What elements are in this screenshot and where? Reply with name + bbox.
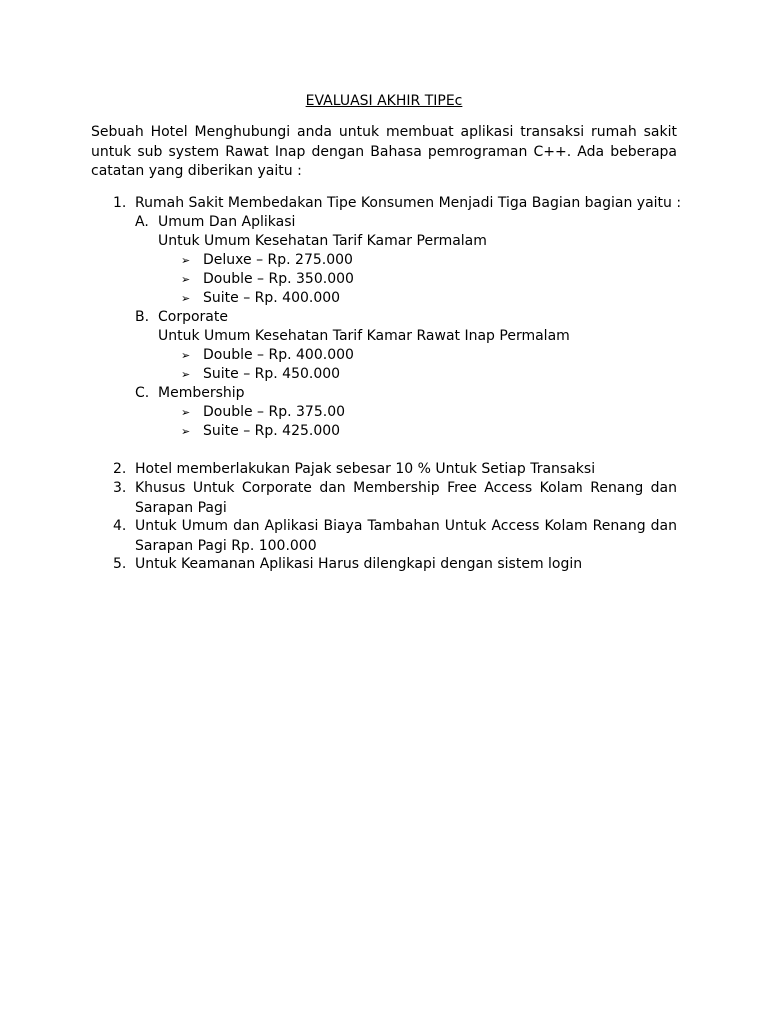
arrow-bullet-icon: ➢ <box>181 273 191 286</box>
list-item-text: Untuk Keamanan Aplikasi Harus dilengkapi dengan sistem login <box>135 556 583 572</box>
group-description: Untuk Umum Kesehatan Tarif Kamar Permalam <box>158 233 487 249</box>
bullet-text: Suite – Rp. 450.000 <box>203 366 341 382</box>
arrow-bullet-icon: ➢ <box>181 406 191 419</box>
list-number: 2. <box>113 461 127 477</box>
arrow-bullet-icon: ➢ <box>181 349 191 362</box>
price-bullet <box>181 251 353 270</box>
group-label: Membership <box>158 385 245 401</box>
page-title: EVALUASI AKHIR TIPEc <box>305 93 463 109</box>
list-number: 4. <box>113 518 127 534</box>
group-label: Corporate <box>158 309 228 325</box>
list-item-text: Untuk Umum dan Aplikasi Biaya Tambahan Untuk Access Kolam Renang dan Sarapan Pagi Rp. 100.000 <box>135 518 677 554</box>
group-letter: B. <box>135 309 150 325</box>
arrow-bullet-icon: ➢ <box>181 425 191 438</box>
list-item-text: Hotel memberlakukan Pajak sebesar 10 % Untuk Setiap Transaksi <box>135 461 596 477</box>
group-letter: A. <box>135 214 149 230</box>
bullet-text: Double – Rp. 375.00 <box>203 404 346 420</box>
bullet-text: Suite – Rp. 400.000 <box>203 290 341 306</box>
list-number: 5. <box>113 556 127 572</box>
price-bullet <box>181 422 340 441</box>
price-bullet <box>181 403 345 422</box>
bullet-text: Deluxe – Rp. 275.000 <box>203 252 353 268</box>
bullet-text: Double – Rp. 400.000 <box>203 347 354 363</box>
list-number: 3. <box>113 480 127 496</box>
list-item-text: Khusus Untuk Corporate dan Membership Free Access Kolam Renang dan Sarapan Pagi <box>135 480 677 516</box>
arrow-bullet-icon: ➢ <box>181 292 191 305</box>
bullet-text: Suite – Rp. 425.000 <box>203 423 341 439</box>
list-item-text: Rumah Sakit Membedakan Tipe Konsumen Menjadi Tiga Bagian bagian yaitu : <box>135 195 682 211</box>
group-label: Umum Dan Aplikasi <box>158 214 296 230</box>
price-bullet <box>181 289 340 308</box>
bullet-text: Double – Rp. 350.000 <box>203 271 354 287</box>
group-description: Untuk Umum Kesehatan Tarif Kamar Rawat Inap Permalam <box>158 328 570 344</box>
list-number: 1. <box>113 195 127 211</box>
arrow-bullet-icon: ➢ <box>181 368 191 381</box>
price-bullet <box>181 270 354 289</box>
price-bullet <box>181 346 354 365</box>
price-bullet <box>181 365 340 384</box>
arrow-bullet-icon: ➢ <box>181 254 191 267</box>
intro-paragraph: Sebuah Hotel Menghubungi anda untuk membuat aplikasi transaksi rumah sakit untuk sub system Rawat Inap dengan Bahasa pemrograman C++. Ada beberapa catatan yang diberikan yaitu : <box>91 124 677 179</box>
group-letter: C. <box>135 385 150 401</box>
